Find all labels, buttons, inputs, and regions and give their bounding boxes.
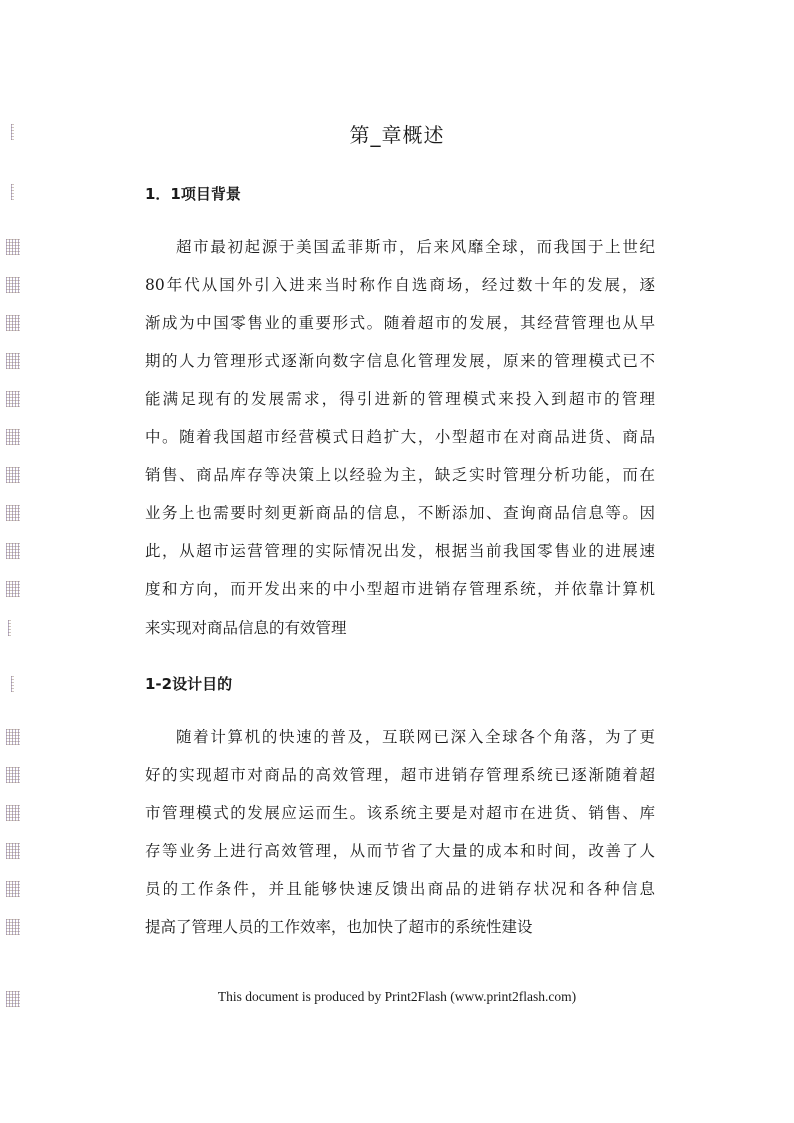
paragraph-line: 市管理模式的发展应运而生。该系统主要是对超市在进货、销售、库 bbox=[145, 804, 655, 822]
margin-mark bbox=[6, 467, 20, 483]
paragraph-line: 员的工作条件，并且能够快速反馈出商品的进销存状况和各种信息 bbox=[145, 880, 655, 898]
margin-mark bbox=[6, 881, 20, 897]
margin-mark bbox=[6, 729, 20, 745]
chapter-title: 第_章概述 bbox=[349, 123, 445, 147]
section-heading-background: 1．1项目背景 bbox=[145, 185, 241, 203]
paragraph-line: 度和方向，而开发出来的中小型超市进销存管理系统，并依靠计算机 bbox=[145, 580, 655, 598]
paragraph-line: 销售、商品库存等决策上以经验为主，缺乏实时管理分析功能，而在 bbox=[145, 466, 655, 484]
margin-mark bbox=[6, 543, 20, 559]
paragraph-line: 80年代从国外引入进来当时称作自选商场，经过数十年的发展，逐 bbox=[145, 276, 655, 294]
paragraph-line: 中。随着我国超市经营模式日趋扩大，小型超市在对商品进货、商品 bbox=[145, 428, 655, 446]
margin-mark bbox=[6, 391, 20, 407]
paragraph-line: 期的人力管理形式逐渐向数字信息化管理发展，原来的管理模式已不 bbox=[145, 352, 655, 370]
paragraph-line: 随着计算机的快速的普及，互联网已深入全球各个角落，为了更 bbox=[176, 728, 655, 746]
margin-mark bbox=[6, 239, 20, 255]
paragraph-line: 业务上也需要时刻更新商品的信息，不断添加、查询商品信息等。因 bbox=[145, 504, 655, 522]
paragraph-line: 存等业务上进行高效管理，从而节省了大量的成本和时间，改善了人 bbox=[145, 842, 655, 860]
paragraph-line: 能满足现有的发展需求，得引进新的管理模式来投入到超市的管理 bbox=[145, 390, 655, 408]
margin-mark bbox=[6, 843, 20, 859]
margin-mark bbox=[6, 919, 20, 935]
margin-mark bbox=[6, 315, 20, 331]
margin-mark bbox=[6, 767, 20, 783]
paragraph-line: 来实现对商品信息的有效管理 bbox=[145, 619, 347, 637]
margin-mark bbox=[6, 505, 20, 521]
footer-note: This document is produced by Print2Flash (www.print2flash.com) bbox=[217, 989, 577, 1004]
section-heading-purpose: 1-2设计目的 bbox=[145, 675, 233, 693]
margin-mark bbox=[8, 620, 11, 636]
margin-scan-marks bbox=[0, 0, 30, 1123]
margin-mark bbox=[6, 353, 20, 369]
margin-mark bbox=[6, 805, 20, 821]
paragraph-line: 渐成为中国零售业的重要形式。随着超市的发展，其经营管理也从早 bbox=[145, 314, 655, 332]
margin-mark bbox=[11, 676, 14, 692]
paragraph-line: 提高了管理人员的工作效率，也加快了超市的系统性建设 bbox=[145, 918, 533, 936]
margin-mark bbox=[11, 184, 14, 200]
paragraph-line: 超市最初起源于美国孟菲斯市，后来风靡全球，而我国于上世纪 bbox=[176, 238, 655, 256]
paragraph-line: 好的实现超市对商品的高效管理，超市进销存管理系统已逐渐随着超 bbox=[145, 766, 655, 784]
margin-mark bbox=[6, 429, 20, 445]
margin-mark bbox=[6, 581, 20, 597]
paragraph-line: 此，从超市运营管理的实际情况出发，根据当前我国零售业的进展速 bbox=[145, 542, 655, 560]
margin-mark bbox=[6, 277, 20, 293]
